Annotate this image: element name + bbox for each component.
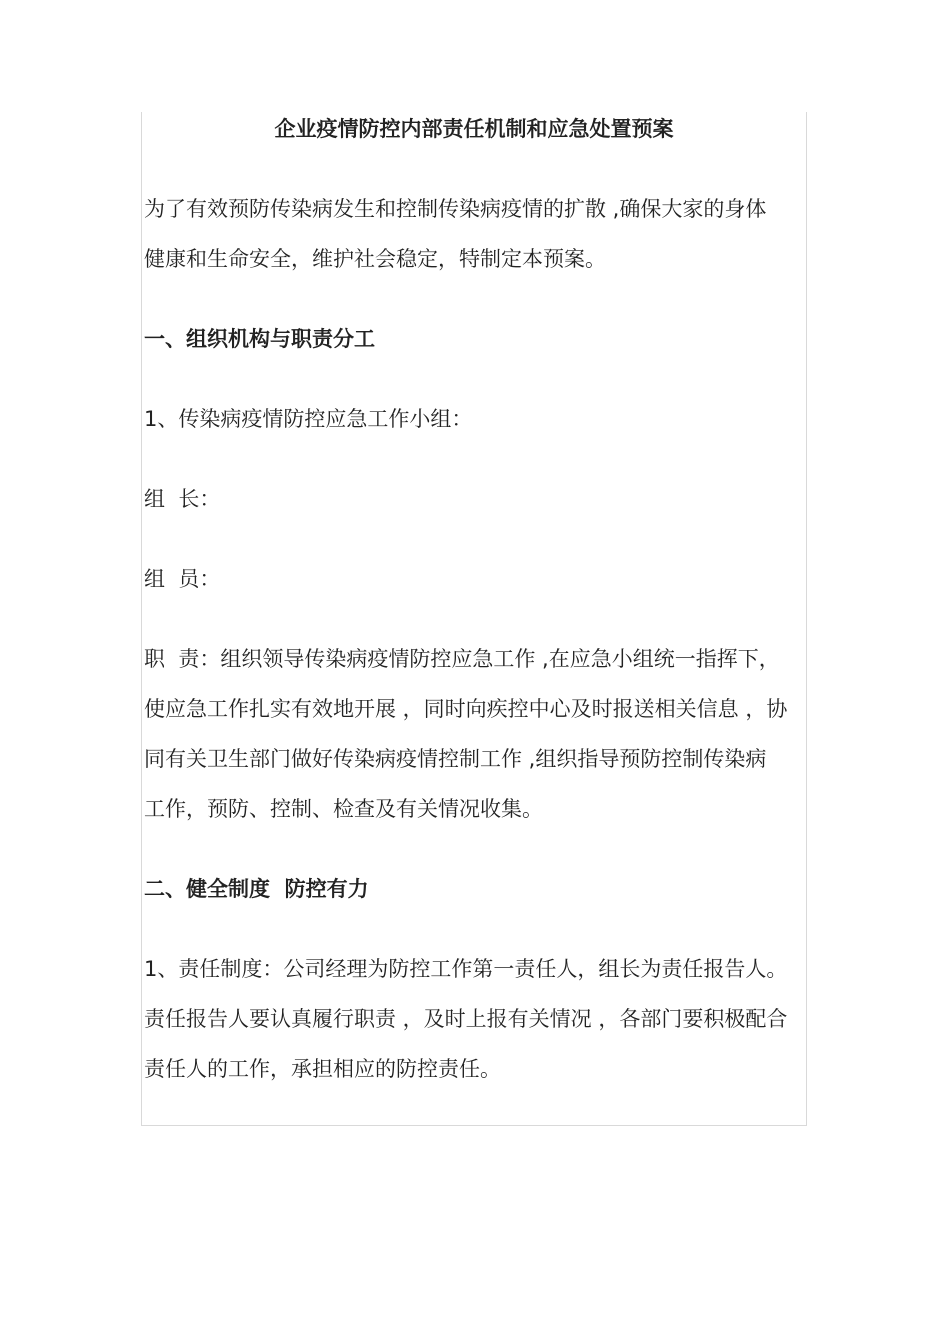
- section1-item1: 1、传染病疫情防控应急工作小组：: [144, 407, 473, 431]
- responsibility-line-1: 1、责任制度：公司经理为防控工作第一责任人，组长为责任报告人。: [144, 957, 788, 981]
- responsibility-line-2: 责任报告人要认真履行职责 ，及时上报有关情况 ，各部门要积极配合: [144, 1007, 788, 1031]
- intro-line-2: 健康和生命安全，维护社会稳定，特制定本预案。: [144, 247, 606, 271]
- document-title: 企业疫情防控内部责任机制和应急处置预案: [274, 117, 674, 141]
- group-leader-label: 组 长：: [144, 487, 221, 511]
- duties-line-1: 职 责：组织领导传染病疫情防控应急工作 ,在应急小组统一指挥下，: [144, 647, 780, 671]
- duties-line-4: 工作，预防、控制、检查及有关情况收集。: [144, 797, 543, 821]
- responsibility-line-3: 责任人的工作，承担相应的防控责任。: [144, 1057, 501, 1081]
- intro-line-1: 为了有效预防传染病发生和控制传染病疫情的扩散 ,确保大家的身体: [144, 197, 767, 221]
- duties-line-2: 使应急工作扎实有效地开展 ，同时向疾控中心及时报送相关信息 ，协: [144, 697, 788, 721]
- section2-heading: 二、健全制度 防控有力: [144, 877, 369, 901]
- group-members-label: 组 员：: [144, 567, 221, 591]
- section1-heading: 一、组织机构与职责分工: [144, 327, 375, 351]
- duties-line-3: 同有关卫生部门做好传染病疫情控制工作 ,组织指导预防控制传染病: [144, 747, 767, 771]
